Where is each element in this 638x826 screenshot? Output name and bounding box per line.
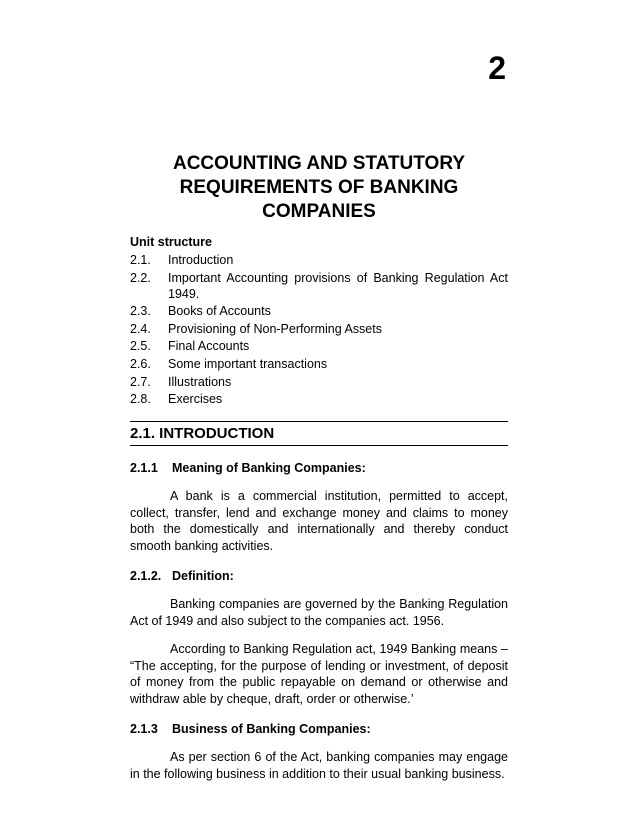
toc-number: 2.5. [130,339,151,354]
subsection-title: Meaning of Banking Companies: [172,461,366,476]
paragraph: According to Banking Regulation act, 1949 Banking means – “The accepting, for the purpose of lending or investment, of deposit of money from the public repayable on demand or otherwise and withdraw able by cheque, draft, order or otherwise.’ [130,642,508,706]
subsection-title: Definition: [172,569,234,584]
toc-item [130,303,508,319]
toc-item [130,321,508,337]
toc-text: Some important transactions [168,356,328,371]
chapter-number: 2 [488,50,506,86]
toc-number: 2.8. [130,392,151,407]
toc-text: Illustrations [168,374,232,389]
toc-number: 2.2. [130,270,151,285]
toc-text: Important Accounting provisions of Banking Regulation Act 1949. [168,270,508,301]
subsection-number: 2.1.2. [130,569,162,584]
paragraph: Banking companies are governed by the Banking Regulation Act of 1949 and also subject to the companies act. 1956. [130,597,508,628]
toc-text: Final Accounts [168,339,250,354]
subsection-number: 2.1.1 [130,461,158,476]
chapter-title [130,152,508,224]
toc-item [130,252,508,268]
subsection-heading [130,460,508,476]
chapter-title-line: COMPANIES [262,201,376,222]
paragraph: A bank is a commercial institution, permitted to accept, collect, transfer, lend and exchange money and claims to money both the domestically and internationally and thereby conduct smooth banking activities. [130,489,508,553]
toc-number: 2.7. [130,374,151,389]
toc-item [130,391,508,407]
toc-text: Books of Accounts [168,304,271,319]
toc-text: Provisioning of Non-Performing Assets [168,321,382,336]
paragraph: As per section 6 of the Act, banking companies may engage in the following business in addition to their usual banking business. [130,750,508,781]
toc-text: Introduction [168,253,234,267]
section-heading: 2.1. INTRODUCTION [130,421,508,446]
chapter-title-line: REQUIREMENTS OF BANKING [179,177,459,198]
toc-text: Exercises [168,392,223,407]
toc-item [130,270,508,302]
toc-number: 2.4. [130,321,151,336]
toc-item [130,356,508,372]
toc-number: 2.1. [130,253,151,267]
page-content [130,234,508,782]
toc-number: 2.6. [130,356,151,371]
subsection-title: Business of Banking Companies: [172,722,371,737]
chapter-title-line: ACCOUNTING AND STATUTORY [172,153,466,174]
toc-item [130,374,508,390]
unit-structure-heading: Unit structure [130,235,212,249]
subsection-heading [130,721,508,737]
toc-item [130,338,508,354]
subsection-heading [130,568,508,584]
toc-number: 2.3. [130,304,151,319]
subsection-number: 2.1.3 [130,722,158,737]
